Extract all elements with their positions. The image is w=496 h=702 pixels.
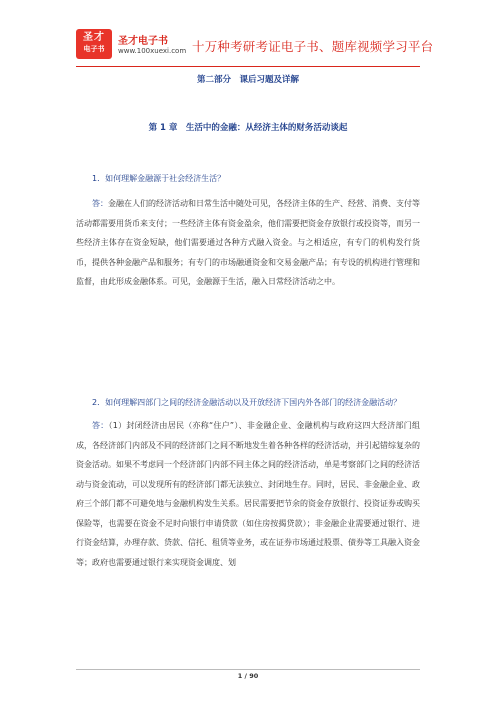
answer-2 (76, 416, 420, 572)
answer-label: 答： (92, 199, 108, 208)
answer-2-text: （1）封闭经济由居民（亦称“住户”）、非金融企业、金融机构与政府这四大经济部门组成，各经济部门内部及不同的经济部门之间不断地发生着各种各样的经济活动，并引起错综复杂的资金活动。如果不考虑同一个经济部门内部不同主体之间的经济活动，单是考察部门之间的经济活动与资金流动，可以发现所有的经济部门都无法独立、封闭地生存。同时，居民、非金融企业、政府三个部门都不可避免地与金融机构发生关系。居民需要把节余的资金存放银行、投资证券或购买保险等，也需要在资金不足时向银行申请贷款（如住房按揭贷款）；非金融企业需要通过银行、进行资金结算，办理存款、贷款、信托、租赁等业务，或在证券市场通过股票、债券等工具融入资金等；政府也需要通过银行来实现资金调度、划 (76, 421, 421, 567)
answer-1-text: 金融在人们的经济活动和日常生活中随处可见，各经济主体的生产、经营、消费、支付等活动都需要用货币来支付；一些经济主体有资金盈余，他们需要把资金存放银行或投资等，而另一些经济主体存在资金短缺，他们需要通过各种方式融入资金。与之相适应，有专门的机构发行货币，提供各种金融产品和服务；有专门的市场融通资金和交易金融产品；有专设的机构进行管理和监督，由此形成金融体系。可见，金融源于生活，融入日常经济活动之中。 (76, 199, 420, 286)
page-header (76, 26, 436, 62)
question-block-2 (76, 394, 420, 572)
footer-divider (76, 669, 420, 670)
part-title: 第二部分 课后习题及详解 (196, 75, 299, 85)
logo-line1: 圣才 (83, 32, 105, 43)
header-slogan: 十万种考研考证电子书、题库视频学习平台 (192, 39, 434, 54)
brand-name: 圣才电子书 (118, 36, 168, 47)
logo-line2: 电子书 (83, 45, 105, 53)
brand-logo (76, 29, 112, 59)
header-divider (76, 66, 420, 67)
question-1: 1．如何理解金融源于社会经济生活？ (92, 174, 226, 183)
question-2: 2．如何理解四部门之间的经济金融活动以及开放经济下国内外各部门的经济金融活动？ (92, 398, 402, 407)
page-number: 1 / 90 (237, 672, 259, 680)
chapter-title: 第 1 章 生活中的金融：从经济主体的财务活动谈起 (148, 123, 348, 133)
answer-label: 答： (92, 421, 109, 430)
brand-url[interactable]: www.100xuexi.com (118, 47, 187, 55)
answer-1 (76, 194, 420, 292)
question-block-1 (76, 170, 420, 292)
